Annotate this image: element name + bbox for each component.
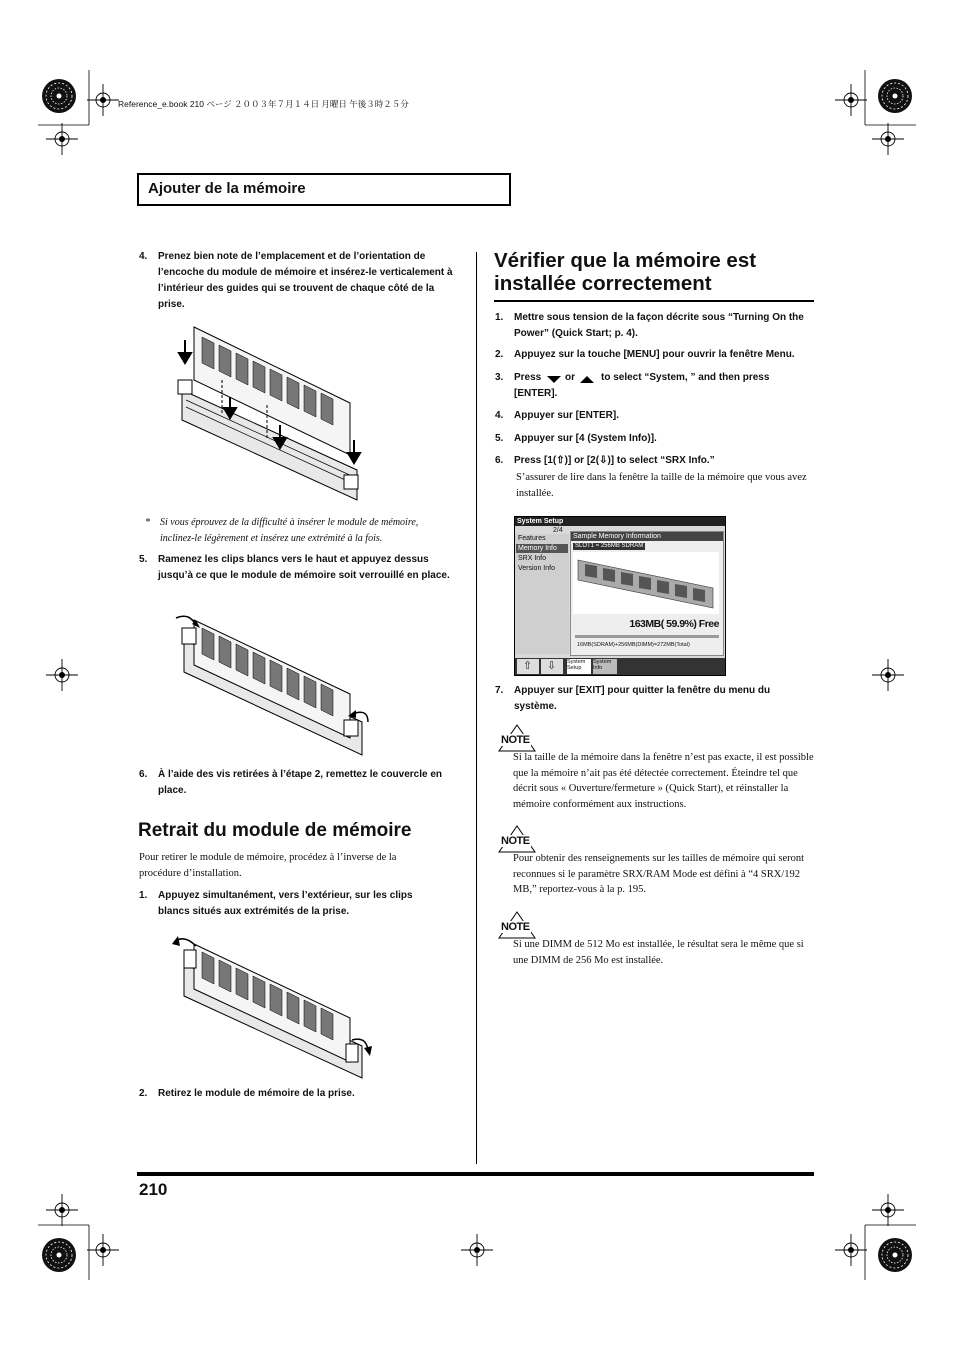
step-text: Appuyez simultanément, vers l’extérieur, sur les clips blancs situés aux extrémités de la prise. xyxy=(158,890,413,917)
panel-title-bar xyxy=(571,532,723,541)
memory-panel xyxy=(570,531,724,656)
step-6 xyxy=(139,767,459,801)
dimm-insert-illustration xyxy=(172,325,372,510)
tab-system-info[interactable]: System Info xyxy=(593,659,617,674)
memory-usage-bar xyxy=(575,635,719,638)
up-arrow-icon: ⇧ xyxy=(523,660,533,672)
note-label: NOTE xyxy=(501,921,530,933)
step-number: 6. xyxy=(495,455,504,466)
step-text: Retirez le module de mémoire de la prise. xyxy=(158,1088,355,1099)
step-text-press: Press xyxy=(514,372,542,383)
dimm-release-illustration xyxy=(172,932,382,1082)
note-label: NOTE xyxy=(501,835,530,847)
footer-rule xyxy=(137,1172,814,1176)
free-memory-readout: 163MB( 59.9%) Free xyxy=(629,618,719,630)
step-6-body: S’assurer de lire dans la fenêtre la taille de la mémoire que vous avez installée. xyxy=(516,472,807,499)
section-title: Ajouter de la mémoire xyxy=(148,180,306,197)
note-icon xyxy=(497,724,537,752)
down-button[interactable] xyxy=(541,659,563,674)
step-number: 1. xyxy=(139,890,148,901)
footnote-mark: * xyxy=(145,517,150,528)
note-icon xyxy=(497,911,537,939)
verify-step-2 xyxy=(495,347,815,365)
system-setup-screen xyxy=(514,516,726,676)
note-2-text: Pour obtenir des renseignements sur les tailles de mémoire qui seront reconnues si le paramètre SRX/RAM Mode est défini à “4 SRX/192 MB,” reportez-vous à la p. 195. xyxy=(513,853,805,895)
step-number: 3. xyxy=(495,372,504,383)
note-1-text: Si la taille de la mémoire dans la fenêtre n’est pas exacte, il est possible que la mémoire n’ait pas été détectée correctement. Éteindre tel que décrit sous « Ouverture/fermeture » (Quick Start), et réinstaller la mémoire conformément aux instructions. xyxy=(513,752,814,810)
screen-bottom-bar xyxy=(515,658,725,675)
step-5 xyxy=(139,552,459,602)
verify-step-3 xyxy=(495,370,815,404)
down-arrow-icon: ⇩ xyxy=(547,660,557,672)
screen-title: System Setup xyxy=(517,518,564,525)
step-number: 5. xyxy=(495,433,504,444)
step-number: 2. xyxy=(495,349,504,360)
page-number: 210 xyxy=(139,1180,168,1199)
footnote-text: Si vous éprouvez de la difficulté à insérer le module de mémoire, inclinez-le légèrement et insérez une extrémité à la fois. xyxy=(160,517,419,544)
verify-step-5 xyxy=(495,431,815,449)
section-title-box xyxy=(137,173,511,206)
step-text: Prenez bien note de l’emplacement et de l’orientation de l’encoche du module de mémoire et insérez-le verticalement à l’intérieur des guides qui se trouvent de chaque côté de la prise. xyxy=(158,251,453,310)
verify-step-1 xyxy=(495,310,815,344)
screen-page: 2/4 xyxy=(553,527,563,534)
step-text: Ramenez les clips blancs vers le haut et appuyez dessus jusqu’à ce que le module de mémoire soit verrouillé en place. xyxy=(158,554,450,581)
step-text: Appuyer sur [EXIT] pour quitter la fenêtre du menu du système. xyxy=(514,685,771,712)
memory-summary: 16MB(SDRAM)+256MB(DIMM)=272MB(Total) xyxy=(577,642,690,648)
note-3-text: Si une DIMM de 512 Mo est installée, le résultat sera le même que si une DIMM de 256 Mo est installée. xyxy=(513,939,804,966)
panel-title: Sample Memory Information xyxy=(573,533,661,540)
verify-step-6 xyxy=(495,453,815,471)
screen-title-bar xyxy=(515,517,725,526)
heading-rule xyxy=(494,300,814,302)
dimm-lock-illustration xyxy=(172,610,382,760)
retrait-heading: Retrait du module de mémoire xyxy=(138,820,412,841)
step-text-or: or xyxy=(565,372,575,383)
step-number: 4. xyxy=(139,251,148,262)
retrait-step-2 xyxy=(139,1086,459,1104)
verify-heading: Vérifier que la mémoire est installée correctement xyxy=(494,249,757,295)
up-button[interactable] xyxy=(517,659,539,674)
screen-menu xyxy=(515,534,569,654)
note-icon xyxy=(497,825,537,853)
verify-step-4 xyxy=(495,408,815,426)
step-number: 2. xyxy=(139,1088,148,1099)
note-label: NOTE xyxy=(501,734,530,746)
step-number: 6. xyxy=(139,769,148,780)
column-divider xyxy=(476,252,477,1164)
step-text: Appuyez sur la touche [MENU] pour ouvrir la fenêtre Menu. xyxy=(514,349,795,360)
menu-item-version-info[interactable]: Version Info xyxy=(518,565,555,572)
step-text: Press [1(⇧)] or [2(⇩)] to select “SRX Info.” xyxy=(514,455,715,466)
menu-item-features[interactable]: Features xyxy=(518,535,546,542)
memory-module-image xyxy=(573,552,719,614)
file-info: Reference_e.book 210 ページ ２００３年７月１４日 月曜日 午後３時２５分 xyxy=(118,99,409,109)
retrait-intro: Pour retirer le module de mémoire, procédez à l’inverse de la procédure d’installation. xyxy=(139,852,397,879)
verify-step-7 xyxy=(495,683,815,717)
step-number: 1. xyxy=(495,312,504,323)
step-text: Appuyer sur [ENTER]. xyxy=(514,410,620,421)
step-text: À l’aide des vis retirées à l’étape 2, remettez le couvercle en place. xyxy=(158,769,443,796)
menu-item-memory-info[interactable]: Memory Info xyxy=(516,544,568,553)
step-text: Mettre sous tension de la façon décrite sous “Turning On the Power” (Quick Start; p. 4). xyxy=(514,312,804,339)
step-4 xyxy=(139,249,459,315)
step-number: 7. xyxy=(495,685,504,696)
slot-label: SLOT1 = 256MB SDRAM xyxy=(575,543,644,549)
retrait-step-1 xyxy=(139,888,459,922)
step-text: Appuyer sur [4 (System Info)]. xyxy=(514,433,657,444)
menu-item-srx-info[interactable]: SRX Info xyxy=(518,555,547,562)
step-number: 5. xyxy=(139,554,148,565)
step-number: 4. xyxy=(495,410,504,421)
step-text-rest: to select “System, ” and then press [ENTER]. xyxy=(514,372,770,399)
tab-system-setup[interactable]: System Setup xyxy=(567,659,591,674)
